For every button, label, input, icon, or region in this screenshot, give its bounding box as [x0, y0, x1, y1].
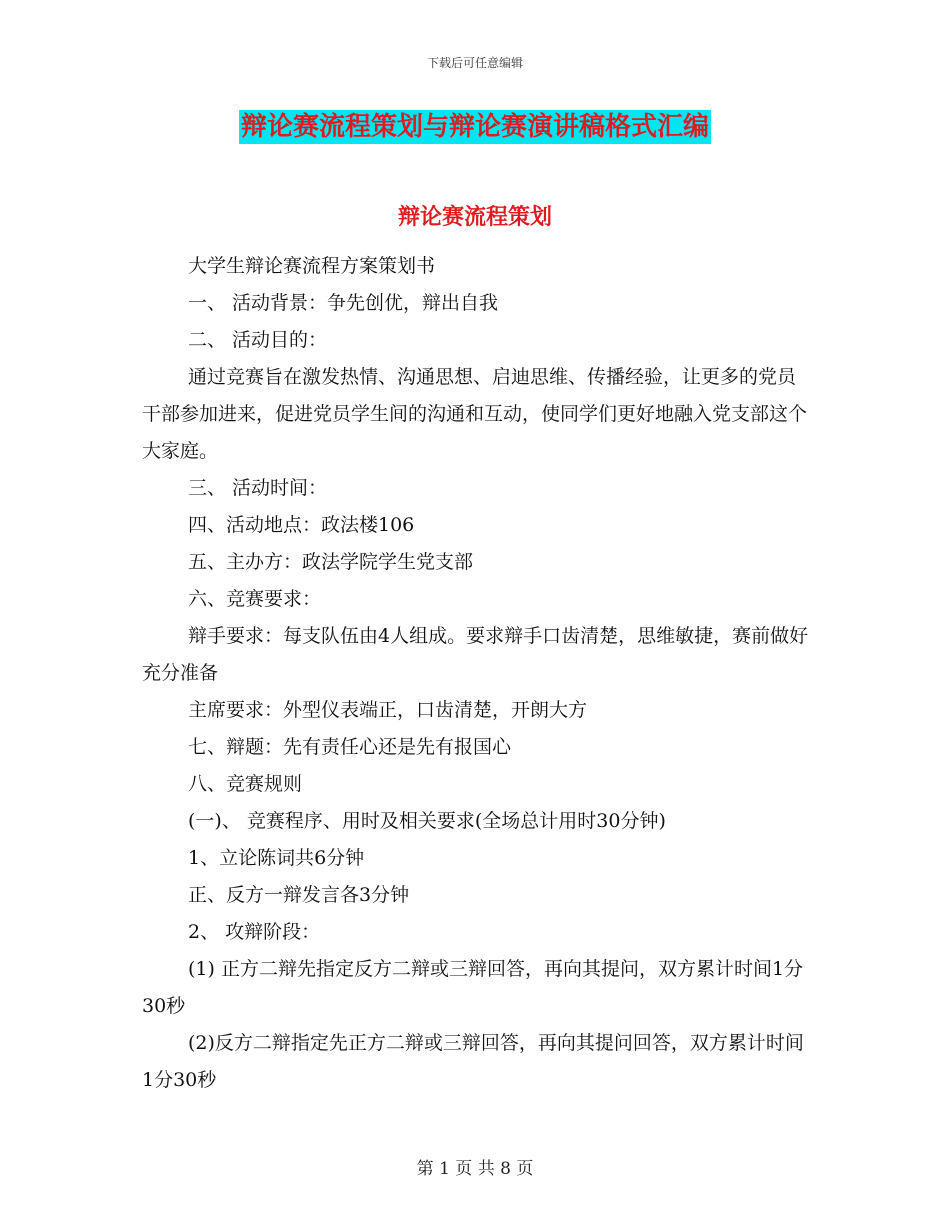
paragraph: 一、 活动背景：争先创优，辩出自我 — [188, 292, 499, 314]
page-footer: 第 1 页 共 8 页 — [416, 1159, 534, 1179]
paragraph: (2)反方二辩指定先正方二辩或三辩回答，再向其提问回答，双方累计时间1分30秒 — [142, 1032, 804, 1091]
main-title-container — [0, 110, 950, 144]
paragraph: (一)、 竞赛程序、用时及相关要求(全场总计用时30分钟) — [188, 810, 666, 832]
paragraph: 七、辩题：先有责任心还是先有报国心 — [188, 736, 512, 758]
paragraph: 八、竞赛规则 — [188, 773, 303, 795]
paragraph: 五、主办方：政法学院学生党支部 — [188, 551, 474, 573]
paragraph: 通过竞赛旨在激发热情、沟通思想、启迪思维、传播经验，让更多的党员干部参加进来，促进党员学生间的沟通和互动，使同学们更好地融入党支部这个大家庭。 — [142, 366, 808, 462]
paragraph: 三、 活动时间： — [188, 477, 328, 499]
paragraph: 正、反方一辩发言各3分钟 — [188, 884, 410, 906]
paragraph: 辩手要求：每支队伍由4人组成。要求辩手口齿清楚，思维敏捷，赛前做好充分准备 — [142, 625, 809, 684]
paragraph: 六、竞赛要求： — [188, 588, 322, 610]
document-body — [142, 248, 810, 1099]
section-title: 辩论赛流程策划 — [397, 204, 552, 230]
paragraph: 2、 攻辩阶段： — [188, 921, 321, 943]
paragraph: 大学生辩论赛流程方案策划书 — [188, 255, 436, 277]
paragraph: (1) 正方二辩先指定反方二辩或三辩回答，再向其提问，双方累计时间1分30秒 — [142, 958, 804, 1017]
paragraph: 主席要求：外型仪表端正，口齿清楚，开朗大方 — [188, 699, 588, 721]
header-note: 下载后可任意编辑 — [426, 56, 523, 70]
paragraph: 1、立论陈词共6分钟 — [188, 847, 365, 869]
paragraph: 二、 活动目的： — [188, 329, 328, 351]
paragraph: 四、活动地点：政法楼106 — [188, 514, 415, 536]
main-title: 辩论赛流程策划与辩论赛演讲稿格式汇编 — [240, 112, 709, 142]
